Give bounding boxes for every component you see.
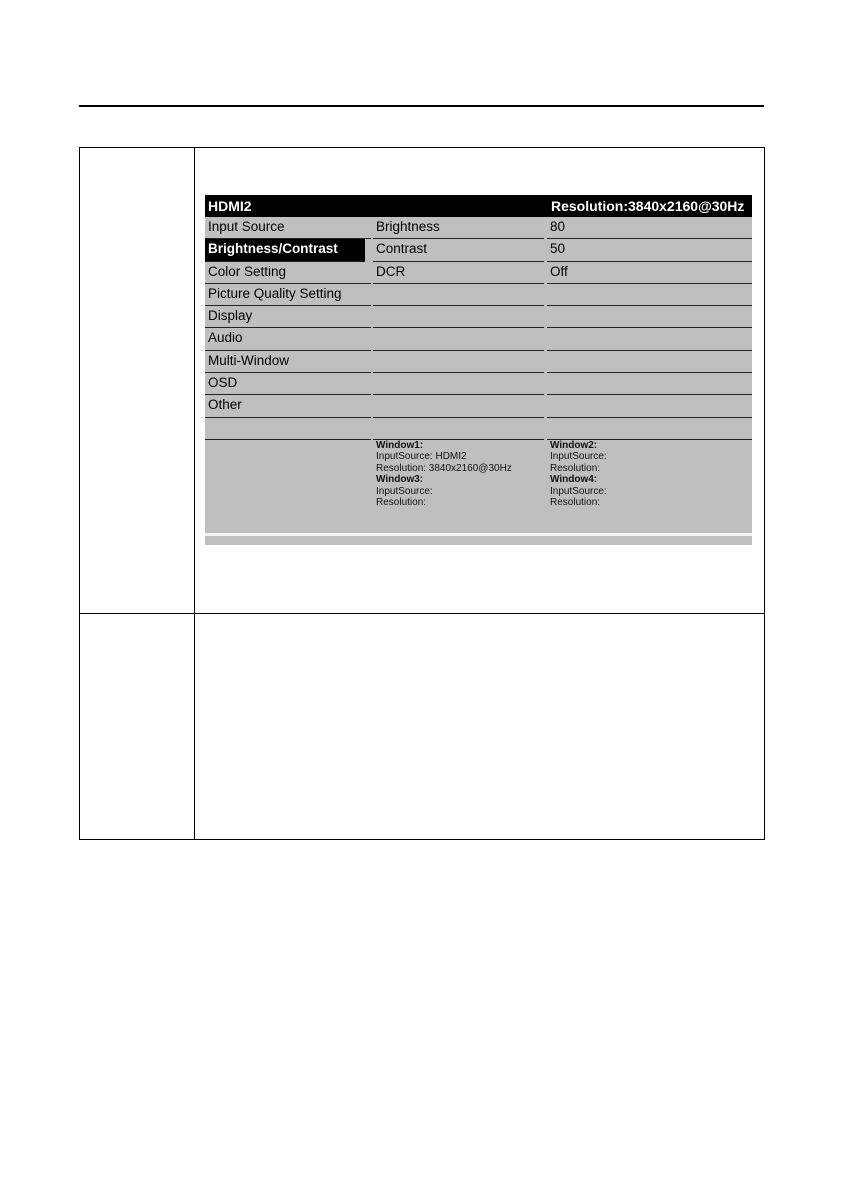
- value-empty-row: [547, 284, 752, 306]
- main-menu: [205, 217, 371, 440]
- value-empty-row: [547, 351, 752, 373]
- setting-empty-row: [373, 418, 544, 440]
- settings-values: [547, 217, 752, 440]
- window1-input-source: InputSource: HDMI2: [376, 451, 467, 463]
- window2-title: Window2:: [550, 440, 598, 451]
- window2-resolution: Resolution:: [550, 462, 601, 474]
- menu-item-brightness-contrast[interactable]: Brightness/Contrast: [205, 239, 365, 261]
- window3-input-source: InputSource:: [376, 485, 433, 497]
- menu-item-input-source[interactable]: Input Source: [205, 217, 371, 239]
- value-empty-row: [547, 418, 752, 440]
- contrast-value[interactable]: 50: [547, 239, 752, 261]
- setting-empty-row: [373, 373, 544, 395]
- value-empty-row: [547, 395, 752, 417]
- menu-item-other[interactable]: Other: [205, 395, 371, 417]
- menu-item-multi-window[interactable]: Multi-Window: [205, 351, 371, 373]
- brightness-value[interactable]: 80: [547, 217, 752, 239]
- window3-resolution: Resolution:: [376, 497, 427, 509]
- value-empty-row: [547, 306, 752, 328]
- osd-menu: [205, 195, 752, 545]
- osd-footer-bar: [205, 533, 752, 536]
- value-empty-row: [547, 373, 752, 395]
- menu-item-picture-quality-setting[interactable]: Picture Quality Setting: [205, 284, 371, 306]
- input-source-label: HDMI2: [208, 198, 252, 214]
- window4-input-source: InputSource:: [550, 485, 607, 497]
- settings-names: [373, 217, 544, 440]
- window-info-right: [550, 440, 607, 508]
- setting-empty-row: [373, 306, 544, 328]
- table-column-divider: [194, 148, 195, 839]
- window2-input-source: InputSource:: [550, 451, 607, 463]
- window-info-left: [376, 440, 512, 508]
- table-row-divider: [80, 613, 764, 614]
- setting-empty-row: [373, 284, 544, 306]
- value-empty-row: [547, 328, 752, 350]
- osd-header: [205, 195, 752, 217]
- menu-item-display[interactable]: Display: [205, 306, 371, 328]
- resolution-label: Resolution:3840x2160@30Hz: [551, 198, 745, 214]
- page-header-rule: [79, 105, 764, 107]
- setting-empty-row: [373, 328, 544, 350]
- window1-resolution: Resolution: 3840x2160@30Hz: [376, 462, 512, 474]
- menu-item-empty: [205, 418, 371, 440]
- window1-title: Window1:: [376, 440, 424, 451]
- window4-title: Window4:: [550, 474, 598, 486]
- setting-dcr[interactable]: DCR: [373, 262, 544, 284]
- setting-empty-row: [373, 351, 544, 373]
- setting-brightness[interactable]: Brightness: [373, 217, 544, 239]
- window4-resolution: Resolution:: [550, 497, 601, 509]
- menu-item-audio[interactable]: Audio: [205, 328, 371, 350]
- setting-empty-row: [373, 395, 544, 417]
- dcr-value[interactable]: Off: [547, 262, 752, 284]
- menu-item-color-setting[interactable]: Color Setting: [205, 262, 371, 284]
- window3-title: Window3:: [376, 474, 424, 486]
- setting-contrast[interactable]: Contrast: [373, 239, 544, 261]
- menu-item-osd[interactable]: OSD: [205, 373, 371, 395]
